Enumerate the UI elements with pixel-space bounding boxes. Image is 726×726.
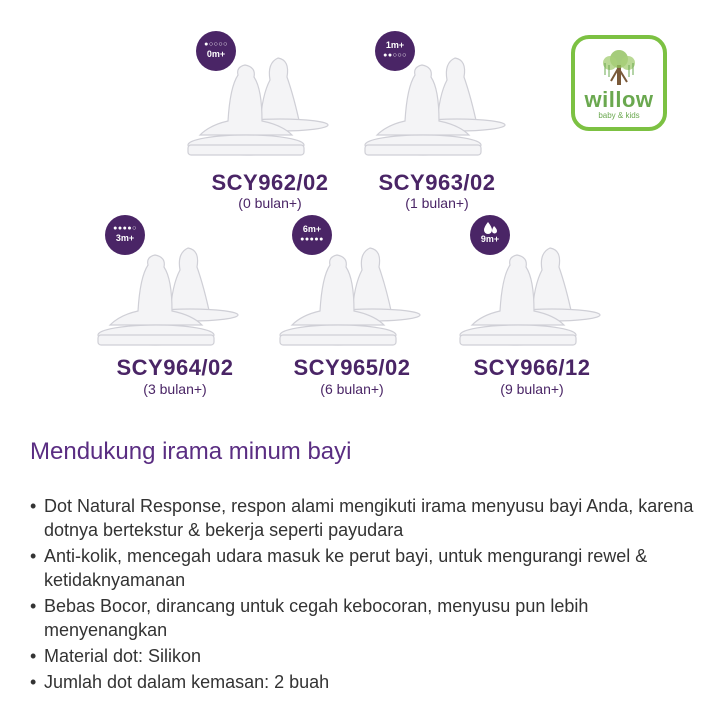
product-age: (3 bulan+): [143, 381, 207, 397]
product-code: SCY964/02: [116, 355, 234, 380]
product-code: SCY963/02: [378, 170, 496, 195]
badge-age: 1m+: [385, 40, 405, 50]
badge-age: 6m+: [302, 224, 322, 234]
product-card: [337, 25, 537, 215]
product-age: (1 bulan+): [405, 195, 469, 211]
bullet-symbol: •: [30, 646, 37, 666]
list-item: [30, 494, 710, 542]
product-code: SCY966/12: [473, 355, 591, 380]
product-age: (6 bulan+): [320, 381, 384, 397]
feature-list: [30, 494, 710, 696]
list-item-text: Bebas Bocor, dirancang untuk cegah kebocoran, menyusu pun lebih menyenangkan: [44, 596, 589, 640]
bullet-symbol: •: [30, 596, 37, 616]
bullet-symbol: •: [30, 496, 37, 516]
product-card: [432, 215, 632, 405]
teat-image: [337, 25, 537, 165]
badge-age: 3m+: [115, 233, 135, 243]
section-heading: Mendukung irama minum bayi: [30, 438, 352, 465]
list-item-text: Jumlah dot dalam kemasan: 2 buah: [44, 672, 330, 692]
tree-icon: [601, 49, 637, 85]
bullet-symbol: •: [30, 546, 37, 566]
flow-dots: ●●●●●: [300, 236, 324, 243]
list-item: [30, 544, 710, 592]
list-item: [30, 670, 710, 694]
flow-dots: ●○○○○: [204, 41, 228, 48]
flow-dots: ●●○○○: [383, 52, 407, 59]
brand-tagline: baby & kids: [598, 111, 640, 120]
badge-age: 9m+: [480, 234, 500, 244]
brand-name: willow: [584, 87, 654, 112]
willow-logo: [571, 35, 667, 131]
teat-image: [75, 215, 275, 355]
product-code: SCY962/02: [211, 170, 329, 195]
list-item-text: Dot Natural Response, respon alami mengikuti irama menyusu bayi Anda, karena dotnya bertekstur & bekerja seperti payudara: [44, 496, 694, 540]
product-card: [75, 215, 275, 405]
teat-image: [252, 215, 452, 355]
list-item-text: Material dot: Silikon: [44, 646, 202, 666]
bullet-symbol: •: [30, 672, 37, 692]
product-card: [252, 215, 452, 405]
product-age: (9 bulan+): [500, 381, 564, 397]
list-item-text: Anti-kolik, mencegah udara masuk ke perut bayi, untuk mengurangi rewel & ketidaknyamanan: [44, 546, 648, 590]
product-code: SCY965/02: [293, 355, 411, 380]
list-item: [30, 644, 710, 668]
flow-dots: ●●●●○: [113, 225, 137, 232]
list-item: [30, 594, 710, 642]
badge-age: 0m+: [206, 49, 226, 59]
product-age: (0 bulan+): [238, 195, 302, 211]
teat-image: [432, 215, 632, 355]
